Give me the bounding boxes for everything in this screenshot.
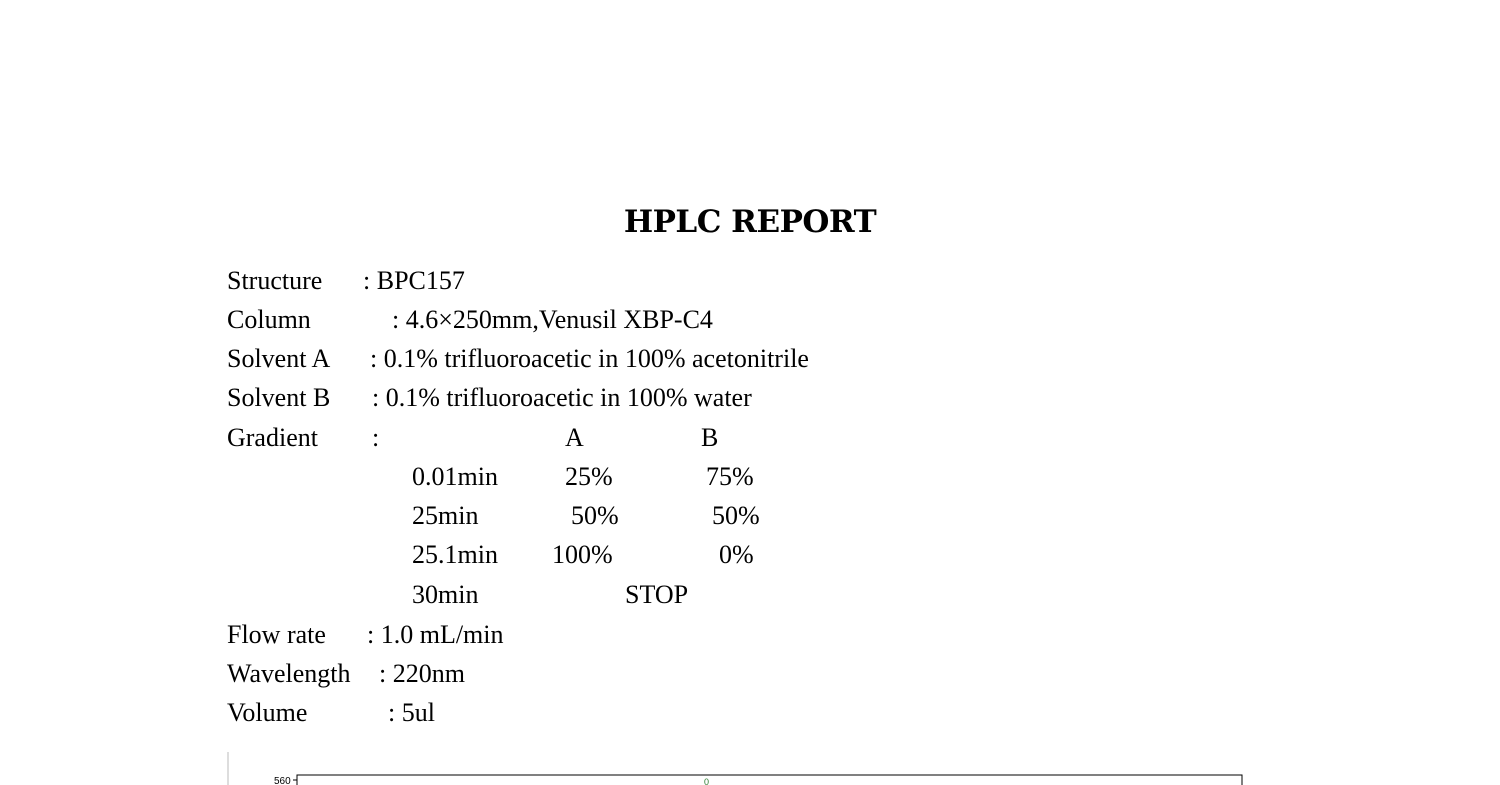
- gradient-a-value: 100%: [552, 540, 613, 569]
- structure-value: : BPC157: [363, 266, 465, 295]
- flow-rate-label: Flow rate: [227, 620, 326, 649]
- gradient-b-value: 50%: [712, 501, 760, 530]
- gradient-time: 25.1min: [412, 540, 498, 569]
- gradient-time: 0.01min: [412, 462, 498, 491]
- gradient-header-b: B: [701, 423, 719, 452]
- chromatogram-svg: [0, 740, 1500, 785]
- page-title: HPLC REPORT: [623, 204, 877, 240]
- gradient-b-value: 75%: [706, 462, 754, 491]
- gradient-time: 30min: [412, 580, 479, 609]
- volume-value: : 5ul: [388, 698, 435, 727]
- wavelength-label: Wavelength: [227, 659, 351, 688]
- gradient-header-a: A: [565, 423, 584, 452]
- column-value: : 4.6×250mm,Venusil XBP-C4: [392, 305, 713, 334]
- solvent-b-label: Solvent B: [227, 383, 331, 412]
- plot-frame: [297, 775, 1242, 785]
- gradient-a-value: 25%: [565, 462, 613, 491]
- volume-label: Volume: [227, 698, 308, 727]
- gradient-time: 25min: [412, 501, 479, 530]
- gradient-b-value: 0%: [719, 540, 754, 569]
- chromatogram: [0, 740, 1500, 785]
- wavelength-value: : 220nm: [379, 659, 465, 688]
- gradient-colon: :: [372, 423, 380, 452]
- column-label: Column: [227, 305, 311, 334]
- flow-rate-value: : 1.0 mL/min: [367, 620, 504, 649]
- solvent-a-value: : 0.1% trifluoroacetic in 100% acetonitrile: [370, 344, 809, 373]
- peak-marker: 0: [704, 777, 710, 785]
- gradient-label: Gradient: [227, 423, 318, 452]
- solvent-b-value: : 0.1% trifluoroacetic in 100% water: [372, 383, 752, 412]
- structure-label: Structure: [227, 266, 323, 295]
- solvent-a-label: Solvent A: [227, 344, 331, 373]
- gradient-stop: STOP: [625, 580, 689, 609]
- y-tick-label: 560: [274, 776, 291, 785]
- gradient-a-value: 50%: [571, 501, 619, 530]
